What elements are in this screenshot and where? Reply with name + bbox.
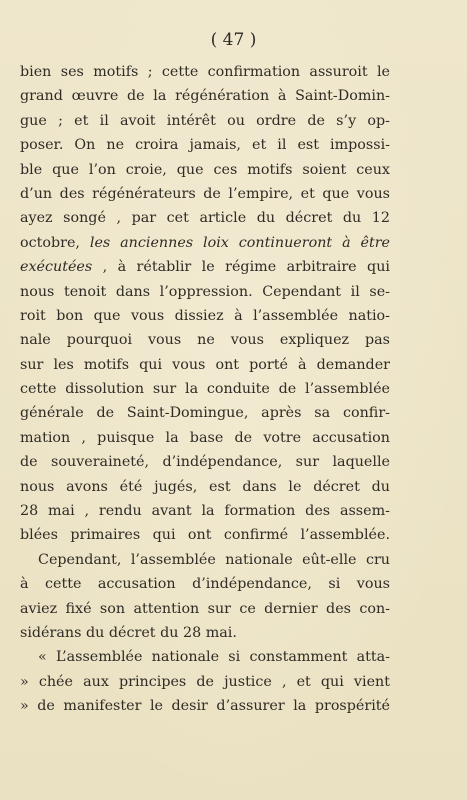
text-line: sidérans du décret du 28 mai. [20, 624, 237, 641]
text-line: Cependant, l’assemblée nationale eût-elle cru [38, 551, 390, 568]
text-line: bien ses motifs ; cette confirmation assuroit le [20, 64, 390, 80]
text-line: « L’assemblée nationale si constamment atta- [38, 649, 390, 666]
text-line: sur les motifs qui vous ont porté à demander [20, 356, 390, 373]
text-line: » de manifester le desir d’assurer la prospérité [20, 698, 390, 715]
text-line: à cette accusation d’indépendance, si vous [20, 576, 390, 593]
body-text [20, 60, 390, 719]
text-line: gue ; et il avoit intérêt ou ordre de s’y op- [20, 112, 390, 129]
text-line: nous tenoit dans l’oppression. Cependant il se- [20, 283, 390, 300]
text-line: d’un des régénérateurs de l’empire, et que vous [20, 185, 390, 202]
text-line: mation , puisque la base de votre accusation [20, 429, 390, 446]
text-line: roit bon que vous dissiez à l’assemblée natio- [20, 307, 390, 324]
text-segment: , à rétablir le régime arbitraire qui [92, 259, 390, 276]
text-line: générale de Saint-Domingue, après sa confir- [20, 405, 390, 422]
text-line: nous avons été jugés, est dans le décret du [20, 478, 390, 495]
text-line: 28 mai , rendu avant la formation des assem- [20, 503, 390, 520]
text-line: » chée aux principes de justice , et qui vient [20, 673, 390, 690]
text-segment: octobre, [20, 234, 90, 251]
text-line: aviez fixé son attention sur ce dernier des con- [20, 600, 390, 617]
text-line: grand œuvre de la régénération à Saint-Domin- [20, 88, 390, 105]
text-line: poser. On ne croira jamais, et il est impossi- [20, 137, 390, 154]
page-number: ( 47 ) [210, 30, 257, 50]
text-line: blées primaires qui ont confirmé l’assemblée. [20, 527, 390, 544]
text-line [20, 231, 390, 255]
text-line: ayez songé , par cet article du décret du 12 [20, 210, 390, 227]
text-line: ble que l’on croie, que ces motifs soient ceux [20, 161, 390, 178]
italic-text-segment: les anciennes loix continueront à être [89, 234, 390, 251]
italic-text-segment: exécutées [20, 259, 93, 276]
text-line: de souveraineté, d’indépendance, sur laquelle [20, 454, 390, 471]
text-line: nale pourquoi vous ne vous expliquez pas [20, 332, 390, 349]
text-line: cette dissolution sur la conduite de l’assemblée [20, 381, 390, 398]
text-line [20, 255, 390, 279]
